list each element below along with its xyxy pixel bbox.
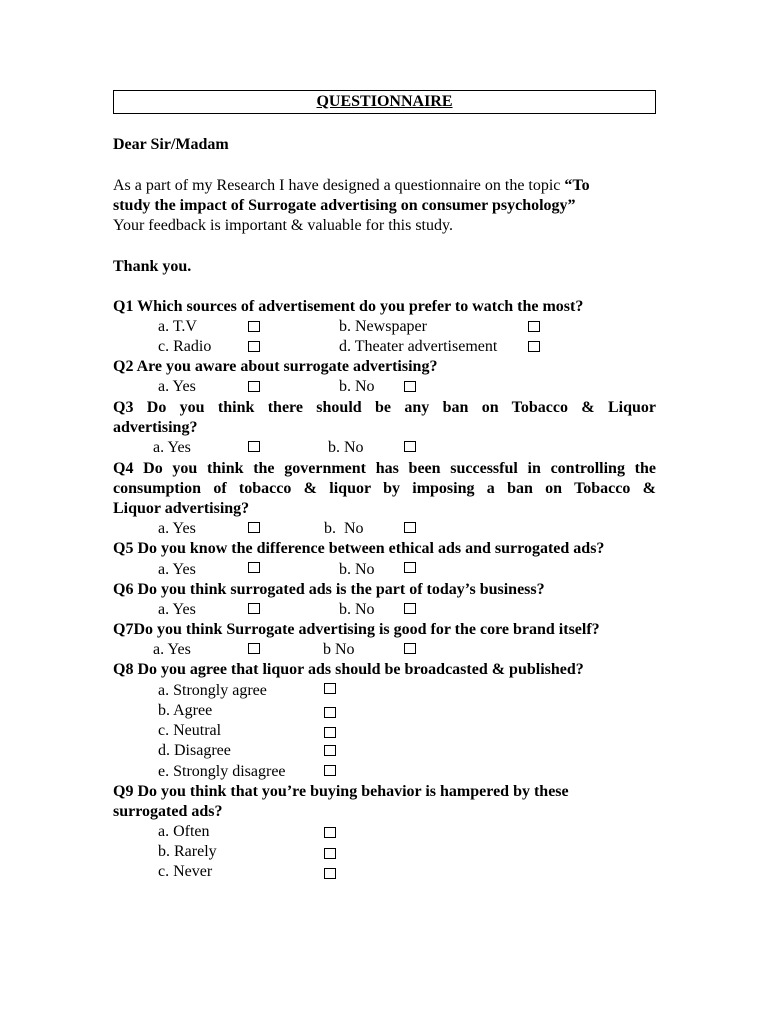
q9-line-1: Q9 Do you think that you’re buying behavior is hampered by these <box>113 783 569 800</box>
q1-option-a: a. T.V <box>158 318 197 335</box>
q2-option-b-checkbox[interactable] <box>404 381 416 392</box>
q4-line-1: Q4 Do you think the government has been successful in controlling the <box>113 460 656 477</box>
q8-option-c: c. Neutral <box>158 722 222 739</box>
q5-option-b: b. No <box>339 561 375 578</box>
q9-line-2: surrogated ads? <box>113 803 223 820</box>
q4-option-a: a. Yes <box>158 520 196 537</box>
q1-option-c-checkbox[interactable] <box>248 341 260 352</box>
intro-line-2: study the impact of Surrogate advertising on consumer psychology” <box>113 197 576 214</box>
q3-option-a-checkbox[interactable] <box>248 441 260 452</box>
q8-option-c-checkbox[interactable] <box>324 727 336 738</box>
q1-option-a-checkbox[interactable] <box>248 321 260 332</box>
q3-option-a: a. Yes <box>153 439 191 456</box>
q8-option-b-checkbox[interactable] <box>324 707 336 718</box>
q5-option-a: a. Yes <box>158 561 196 578</box>
q1-option-c: c. Radio <box>158 338 212 355</box>
q7-option-a-checkbox[interactable] <box>248 643 260 654</box>
q6-option-b: b. No <box>339 601 375 618</box>
q7-option-a: a. Yes <box>153 641 191 658</box>
intro-line-1 <box>113 176 656 196</box>
q3-option-b-checkbox[interactable] <box>404 441 416 452</box>
q6-text: Q6 Do you think surrogated ads is the part of today’s business? <box>113 581 545 598</box>
q5-option-b-checkbox[interactable] <box>404 562 416 573</box>
intro-line-1-bold: “To <box>564 177 590 194</box>
q1-text: Q1 Which sources of advertisement do you prefer to watch the most? <box>113 298 584 315</box>
q6-option-a-checkbox[interactable] <box>248 603 260 614</box>
q8-text: Q8 Do you agree that liquor ads should be broadcasted & published? <box>113 661 584 678</box>
q4-option-b: b. No <box>324 520 364 537</box>
q9-option-c-checkbox[interactable] <box>324 868 336 879</box>
q1-option-d-checkbox[interactable] <box>528 341 540 352</box>
intro-line-3: Your feedback is important & valuable for this study. <box>113 217 453 234</box>
salutation: Dear Sir/Madam <box>113 136 229 153</box>
thank-you: Thank you. <box>113 258 192 275</box>
q9-option-b: b. Rarely <box>158 843 217 860</box>
q4-line-3: Liquor advertising? <box>113 500 250 517</box>
q5-text: Q5 Do you know the difference between ethical ads and surrogated ads? <box>113 540 605 557</box>
q8-option-e-checkbox[interactable] <box>324 765 336 776</box>
q6-option-a: a. Yes <box>158 601 196 618</box>
q1-option-b-checkbox[interactable] <box>528 321 540 332</box>
q8-option-d: d. Disagree <box>158 742 231 759</box>
q2-option-a: a. Yes <box>158 378 196 395</box>
q3-option-b: b. No <box>328 439 364 456</box>
q2-option-b: b. No <box>339 378 375 395</box>
q8-option-a-checkbox[interactable] <box>324 683 336 694</box>
q9-option-b-checkbox[interactable] <box>324 848 336 859</box>
intro-line-1-plain: As a part of my Research I have designed a questionnaire on the topic <box>113 177 565 194</box>
q7-text: Q7Do you think Surrogate advertising is good for the core brand itself? <box>113 621 600 638</box>
q9-option-c: c. Never <box>158 863 213 880</box>
q4-option-b-checkbox[interactable] <box>404 522 416 533</box>
q8-option-a: a. Strongly agree <box>158 682 267 699</box>
q2-text: Q2 Are you aware about surrogate advertising? <box>113 358 438 375</box>
q3-line-2: advertising? <box>113 419 198 436</box>
questionnaire-title <box>113 90 656 114</box>
q4-line-2: consumption of tobacco & liquor by imposing a ban on Tobacco & <box>113 480 656 497</box>
q5-option-a-checkbox[interactable] <box>248 562 260 573</box>
q9-option-a-checkbox[interactable] <box>324 827 336 838</box>
q7-option-b-checkbox[interactable] <box>404 643 416 654</box>
title-text: QUESTIONNAIRE <box>316 93 453 110</box>
q8-option-b: b. Agree <box>158 702 213 719</box>
q3-line-1: Q3 Do you think there should be any ban on Tobacco & Liquor <box>113 399 656 416</box>
q4-option-a-checkbox[interactable] <box>248 522 260 533</box>
q7-option-b: b No <box>323 641 355 658</box>
q8-option-e: e. Strongly disagree <box>158 763 286 780</box>
q8-option-d-checkbox[interactable] <box>324 745 336 756</box>
q1-option-b: b. Newspaper <box>339 318 427 335</box>
q9-option-a: a. Often <box>158 823 210 840</box>
q1-option-d: d. Theater advertisement <box>339 338 498 355</box>
q6-option-b-checkbox[interactable] <box>404 603 416 614</box>
q2-option-a-checkbox[interactable] <box>248 381 260 392</box>
